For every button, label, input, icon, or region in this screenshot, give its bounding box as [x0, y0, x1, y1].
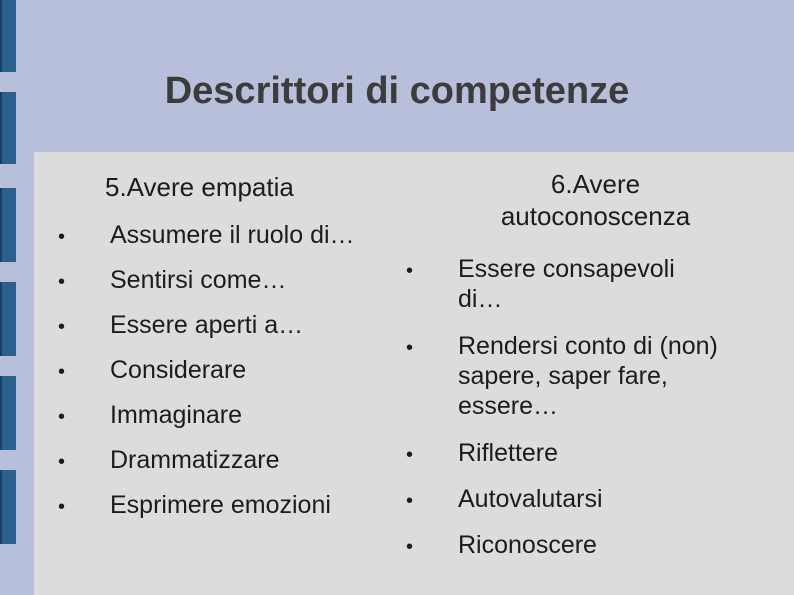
list-item-text: Assumere il ruolo di… — [110, 221, 355, 249]
list-item — [58, 355, 355, 385]
bullet-icon: • — [406, 536, 414, 558]
list-item-text: Riconoscere — [458, 531, 597, 559]
list-item — [58, 400, 355, 430]
slide-title: Descrittori di competenze — [164, 70, 630, 112]
bullet-icon: • — [58, 496, 66, 518]
bullet-icon: • — [406, 490, 414, 512]
bullet-icon: • — [58, 271, 66, 293]
list-item — [58, 220, 355, 250]
list-item — [58, 490, 355, 520]
list-item-text: Essere consapevoli di… — [458, 255, 675, 313]
list-item-text: Immaginare — [110, 401, 242, 429]
list-item — [406, 254, 723, 314]
right-column-heading: 6.Avere autoconoscenza — [500, 169, 691, 231]
list-item — [406, 438, 723, 468]
left-bullet-list — [58, 220, 355, 535]
side-bar-4 — [0, 282, 16, 356]
list-item — [58, 265, 355, 295]
list-item — [406, 530, 723, 560]
list-item-text: Rendersi conto di (non) sapere, saper fare, essere… — [458, 332, 718, 420]
bullet-icon: • — [406, 337, 414, 359]
list-item-text: Sentirsi come… — [110, 266, 287, 294]
bullet-icon: • — [406, 444, 414, 466]
list-item-text: Esprimere emozioni — [110, 491, 331, 519]
side-bar-5 — [0, 376, 16, 450]
list-item-text: Considerare — [110, 356, 247, 384]
list-item — [406, 484, 723, 514]
bullet-icon: • — [58, 316, 66, 338]
bullet-icon: • — [406, 260, 414, 282]
bullet-icon: • — [58, 406, 66, 428]
list-item-text: Riflettere — [458, 439, 559, 467]
side-bar-3 — [0, 188, 16, 262]
bullet-icon: • — [58, 361, 66, 383]
list-item-text: Essere aperti a… — [110, 311, 304, 339]
list-item — [58, 310, 355, 340]
side-bar-1 — [0, 0, 16, 72]
list-item — [58, 445, 355, 475]
list-item-text: Drammatizzare — [110, 446, 280, 474]
left-column-heading: 5.Avere empatia — [105, 172, 294, 202]
bullet-icon: • — [58, 226, 66, 248]
side-bar-6 — [0, 470, 16, 544]
list-item-text: Autovalutarsi — [458, 485, 603, 513]
list-item — [406, 331, 723, 421]
bullet-icon: • — [58, 451, 66, 473]
